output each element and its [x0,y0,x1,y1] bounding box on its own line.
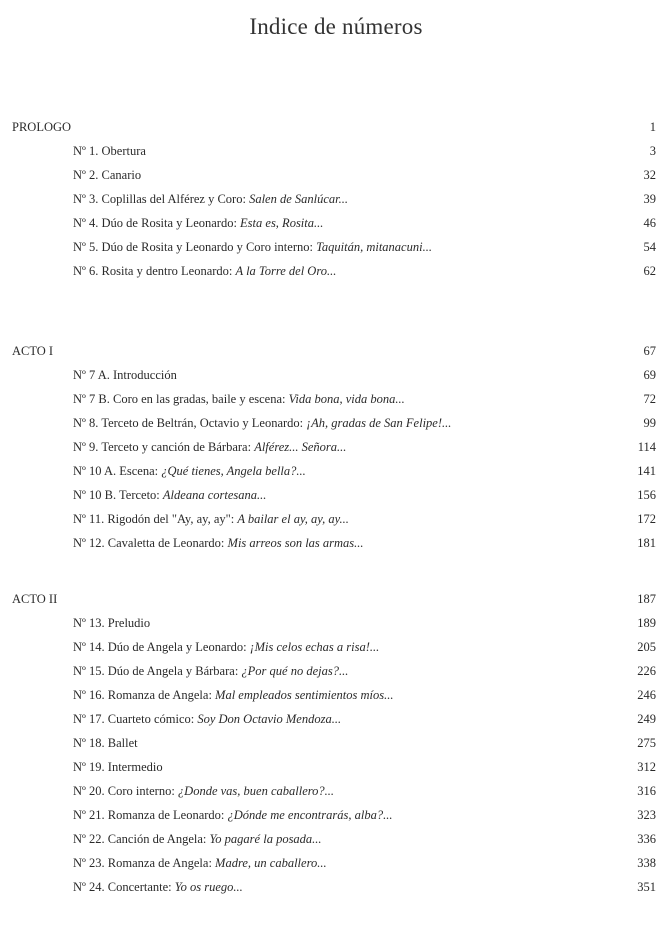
list-item [0,684,672,706]
page-number: 54 [643,240,656,254]
section-heading-row [0,116,672,138]
item-incipit: ¡Mis celos echas a risa!... [249,640,380,654]
page-number: 181 [637,536,656,550]
section-heading: ACTO II [12,592,58,606]
item-incipit: Vida bona, vida bona... [288,392,405,406]
item-text: Terceto y canción de Bárbara: [101,440,255,454]
item-incipit: Esta es, Rosita... [240,216,324,230]
page-number: 246 [637,688,656,702]
list-item [0,140,672,162]
item-number: Nº 14. [73,640,108,654]
item-number: Nº 3. [73,192,102,206]
page-number: 249 [637,712,656,726]
item-incipit: Soy Don Octavio Mendoza... [197,712,342,726]
page-number: 46 [643,216,656,230]
item-incipit: ¿Por qué no dejas?... [241,664,349,678]
item-text: Canción de Angela: [107,832,210,846]
list-item [0,756,672,778]
item-text: Romanza de Angela: [107,688,216,702]
item-incipit: Salen de Sanlúcar... [249,192,349,206]
item-incipit: Yo os ruego... [174,880,243,894]
list-item [0,260,672,282]
page-number: 156 [637,488,656,502]
list-item [0,780,672,802]
section-heading-row [0,588,672,610]
item-number: Nº 9. [73,440,102,454]
item-text: Coro en las gradas, baile y escena: [113,392,289,406]
item-number: Nº 17. [73,712,108,726]
item-text: Dúo de Rosita y Leonardo y Coro interno: [101,240,317,254]
list-item [0,876,672,898]
list-item [0,212,672,234]
list-item [0,804,672,826]
list-item [0,412,672,434]
page-number: 69 [643,368,656,382]
section-heading: PROLOGO [12,120,72,134]
item-incipit: ¿Dónde me encontrarás, alba?... [227,808,393,822]
item-number: Nº 18. [73,736,108,750]
list-item [0,188,672,210]
item-text: Cavaletta de Leonardo: [107,536,228,550]
item-number: Nº 4. [73,216,102,230]
item-number: Nº 11. [73,512,108,526]
page-number: 312 [637,760,656,774]
page-number: 141 [637,464,656,478]
item-text: Rigodón del "Ay, ay, ay": [107,512,238,526]
page-number: 3 [649,144,656,158]
item-number: Nº 24. [73,880,108,894]
page-number: 1 [649,120,656,134]
page-number: 336 [637,832,656,846]
page-number: 32 [643,168,656,182]
item-text: Introducción [113,368,177,382]
item-text: Ballet [107,736,138,750]
item-number: Nº 22. [73,832,108,846]
page-number: 114 [637,440,656,454]
item-text: Escena: [119,464,162,478]
item-number: Nº 19. [73,760,108,774]
list-item [0,636,672,658]
list-item [0,612,672,634]
page-number: 172 [637,512,656,526]
item-number: Nº 20. [73,784,108,798]
list-item [0,164,672,186]
page-number: 72 [643,392,656,406]
section-heading-row [0,340,672,362]
page-title: Indice de números [249,14,423,39]
list-item [0,364,672,386]
item-incipit: Taquitán, mitanacuni... [316,240,432,254]
page-number: 67 [643,344,656,358]
item-text: Romanza de Angela: [107,856,216,870]
item-text: Romanza de Leonardo: [107,808,228,822]
list-item [0,388,672,410]
page-number: 316 [637,784,656,798]
list-item [0,828,672,850]
item-text: Terceto: [119,488,163,502]
item-number: Nº 7 B. [73,392,113,406]
item-text: Terceto de Beltrán, Octavio y Leonardo: [101,416,307,430]
page-number: 205 [637,640,656,654]
item-number: Nº 7 A. [73,368,113,382]
item-number: Nº 2. [73,168,102,182]
page-number: 39 [643,192,656,206]
item-text: Coplillas del Alférez y Coro: [101,192,250,206]
item-text: Canario [101,168,142,182]
item-incipit: A la Torre del Oro... [235,264,337,278]
item-number: Nº 16. [73,688,108,702]
item-incipit: Alférez... Señora... [254,440,347,454]
item-incipit: ¿Qué tienes, Angela bella?... [161,464,306,478]
item-number: Nº 12. [73,536,108,550]
item-text: Rosita y dentro Leonardo: [101,264,236,278]
item-number: Nº 23. [73,856,108,870]
item-incipit: Mis arreos son las armas... [227,536,364,550]
section-heading: ACTO I [12,344,54,358]
page-number: 189 [637,616,656,630]
item-number: Nº 6. [73,264,102,278]
list-item [0,660,672,682]
list-item [0,508,672,530]
list-item [0,852,672,874]
page-number: 62 [643,264,656,278]
item-incipit: ¡Ah, gradas de San Felipe!... [306,416,452,430]
item-number: Nº 15. [73,664,108,678]
item-text: Dúo de Angela y Bárbara: [107,664,242,678]
list-item [0,236,672,258]
item-text: Dúo de Angela y Leonardo: [107,640,250,654]
page-number: 323 [637,808,656,822]
item-incipit: Mal empleados sentimientos míos... [215,688,394,702]
item-text: Dúo de Rosita y Leonardo: [101,216,241,230]
item-incipit: Aldeana cortesana... [162,488,267,502]
list-item [0,436,672,458]
item-incipit: Yo pagaré la posada... [209,832,322,846]
item-incipit: A bailar el ay, ay, ay... [237,512,349,526]
item-number: Nº 10 B. [73,488,120,502]
item-number: Nº 1. [73,144,102,158]
item-number: Nº 21. [73,808,108,822]
list-item [0,484,672,506]
page-number: 338 [637,856,656,870]
item-text: Cuarteto cómico: [107,712,198,726]
item-number: Nº 8. [73,416,102,430]
list-item [0,532,672,554]
list-item [0,732,672,754]
item-number: Nº 10 A. [73,464,120,478]
item-text: Preludio [107,616,151,630]
item-text: Intermedio [107,760,163,774]
item-number: Nº 13. [73,616,108,630]
item-incipit: Madre, un caballero... [215,856,327,870]
item-number: Nº 5. [73,240,102,254]
page-number: 351 [637,880,656,894]
list-item [0,708,672,730]
page-number: 275 [637,736,656,750]
item-text: Coro interno: [107,784,178,798]
item-text: Obertura [101,144,146,158]
item-text: Concertante: [107,880,175,894]
list-item [0,460,672,482]
page-number: 226 [637,664,656,678]
page-number: 99 [643,416,656,430]
item-incipit: ¿Donde vas, buen caballero?... [177,784,335,798]
page-number: 187 [637,592,656,606]
